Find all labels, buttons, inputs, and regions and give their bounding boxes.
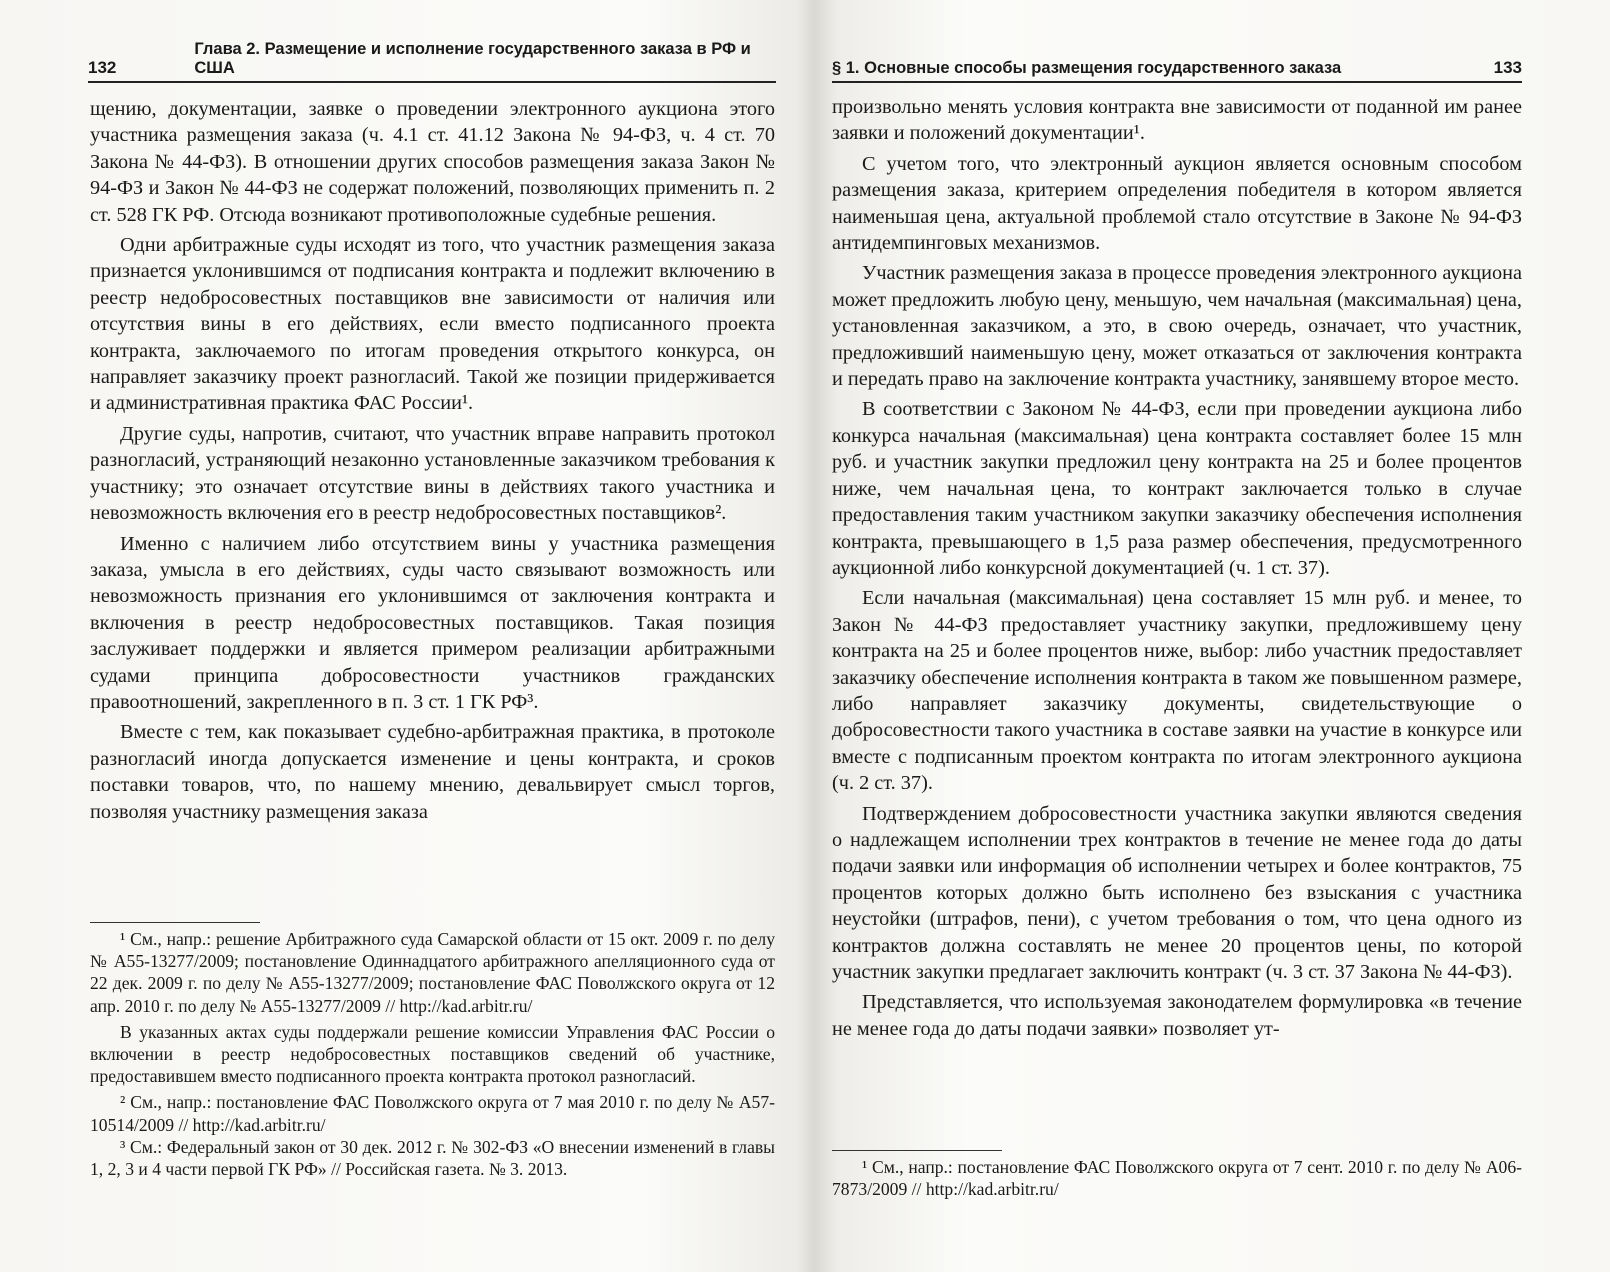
right-section-title: § 1. Основные способы размещения государственного заказа — [832, 59, 1342, 77]
right-body-text — [832, 94, 1522, 1046]
footnote: В указанных актах суды поддержали решение комиссии Управления ФАС России о включении в реестр недобросовестных поставщиков сведений об участнике, предоставившем вместо подписанного проекта контракта протокол разногласий. — [90, 1021, 775, 1087]
right-page — [808, 0, 1610, 1272]
paragraph: Участник размещения заказа в процессе проведения электронного аукциона может предложить любую цену, меньшую, чем начальная (максимальная) цена, установленная заказчиком, а это, в свою очередь, означает, что участник, предложивший наименьшую цену, может отказаться от заключения контракта и передать право на заключение контракта участнику, занявшему второе место. — [832, 262, 1522, 391]
right-footnotes — [832, 1156, 1522, 1200]
footnote: ¹ См., напр.: постановление ФАС Поволжского округа от 7 сент. 2010 г. по делу № А06-7873/2009 // http://kad.arbitr.ru/ — [832, 1157, 1522, 1200]
left-chapter-title: Глава 2. Размещение и исполнение государственного заказа в РФ и США — [194, 40, 751, 77]
paragraph: С учетом того, что электронный аукцион является основным способом размещения заказа, критерием определения победителя в котором является наименьшая цена, актуальной проблемой стало отсутствие в Законе № 94-ФЗ антидемпинговых механизмов. — [832, 152, 1522, 255]
paragraph: Подтверждением добросовестности участника закупки являются сведения о надлежащем исполнении трех контрактов в течение не менее года до даты подачи заявки или информация об исполнении четырех и более контрактов, 75 процентов которых должно быть исполнено без взыскания с участника неустойки (штрафов, пени), с учетом требования о том, что цена одного из контрактов должна составлять не менее 20 процентов цены, по которой участник закупки предлагает заключить контракт (ч. 3 ст. 37 Закона № 44-ФЗ). — [832, 802, 1522, 983]
left-footnotes — [90, 928, 775, 1180]
footnote: ¹ См., напр.: решение Арбитражного суда Самарской области от 15 окт. 2009 г. по делу № А55-13277/2009; постановление Одиннадцатого арбитражного апелляционного суда от 22 дек. 2009 г. по делу № А55-13277/2009; постановление ФАС Поволжского округа от 12 апр. 2010 г. по делу № А55-13277/2009 // http://kad.arbitr.ru/ — [90, 929, 775, 1016]
footnote: ³ См.: Федеральный закон от 30 дек. 2012 г. № 302-ФЗ «О внесении изменений в главы 1, 2, 3 и 4 части первой ГК РФ» // Российская газета. № 3. 2013. — [90, 1136, 775, 1180]
paragraph: Именно с наличием либо отсутствием вины у участника размещения заказа, умысла в его действиях, суды часто связывают возможность или невозможность признания его уклонившимся от заключения контракта и включения в реестр недобросовестных поставщиков. Такая позиция заслуживает поддержки и является примером реализации арбитражными судами принципа добросовестности участников гражданских правоотношений, закрепленного в п. 3 ст. 1 ГК РФ³. — [90, 532, 775, 713]
footnote-rule — [90, 922, 260, 923]
paragraph: Если начальная (максимальная) цена составляет 15 млн руб. и менее, то Закон № 44-ФЗ предоставляет участнику закупки, предложившему цену контракта на 25 и более процентов ниже, выбор: либо участник предоставляет заказчику обеспечение исполнения контракта в таком же повышенном размере, либо направляет заказчику документы, свидетельствующие о добросовестности такого участника в составе заявки на участие в конкурсе или вместе с подписанным проектом контракта по итогам электронного аукциона (ч. 2 ст. 37). — [832, 587, 1522, 795]
paragraph: Одни арбитражные суды исходят из того, что участник размещения заказа признается уклонившимся от подписания контракта и подлежит включению в реестр недобросовестных поставщиков вне зависимости от наличия или отсутствия вины в его действиях, если вместо подписанного проекта контракта, заключаемого по итогам проведения открытого конкурса, он направляет заказчику проект разногласий. Такой же позиции придерживается и административная практика ФАС России¹. — [90, 234, 775, 415]
left-running-head — [88, 40, 776, 83]
right-page-number: 133 — [1493, 58, 1522, 77]
paragraph: щению, документации, заявке о проведении электронного аукциона этого участника размещения заказа (ч. 4.1 ст. 41.12 Закона № 94-ФЗ, ч. 4 ст. 70 Закона № 44-ФЗ). В отношении других способов размещения заказа Закон № 94-ФЗ и Закон № 44-ФЗ не содержат положений, позволяющих применить п. 2 ст. 528 ГК РФ. Отсюда возникают противоположные судебные решения. — [90, 98, 775, 226]
left-body-text — [90, 96, 775, 829]
paragraph: Вместе с тем, как показывает судебно-арбитражная практика, в протоколе разногласий иногда допускается изменение и цены контракта, и сроков поставки товаров, что, по нашему мнению, девальвирует смысл торгов, позволяя участнику размещения заказа — [90, 721, 775, 823]
footnote: ² См., напр.: постановление ФАС Поволжского округа от 7 мая 2010 г. по делу № А57-10514/2009 // http://kad.arbitr.ru/ — [90, 1092, 775, 1135]
right-running-head — [832, 50, 1522, 83]
paragraph: В соответствии с Законом № 44-ФЗ, если при проведении аукциона либо конкурса начальная (максимальная) цена контракта составляет более 15 млн руб. и участник закупки предложил цену контракта на 25 и более процентов ниже, чем начальная цена, то контракт заключается только в случае предоставления таким участником закупки заказчику обеспечения исполнения контракта, превышающего в 1,5 раза размер обеспечения, предусмотренного аукционной либо конкурсной документацией (ч. 1 ст. 37). — [832, 398, 1522, 579]
paragraph: Представляется, что используемая законодателем формулировка «в течение не менее года до даты подачи заявки» позволяет ут- — [832, 991, 1522, 1040]
paragraph: произвольно менять условия контракта вне зависимости от поданной им ранее заявки и положений документации¹. — [832, 96, 1522, 145]
paragraph: Другие суды, напротив, считают, что участник вправе направить протокол разногласий, устраняющий незаконно установленные заказчиком требования к участнику; это означает отсутствие вины в действиях такого участника и невозможность включения его в реестр недобросовестных поставщиков². — [90, 422, 775, 525]
footnote-rule — [832, 1150, 1002, 1151]
left-page-number: 132 — [88, 58, 117, 77]
